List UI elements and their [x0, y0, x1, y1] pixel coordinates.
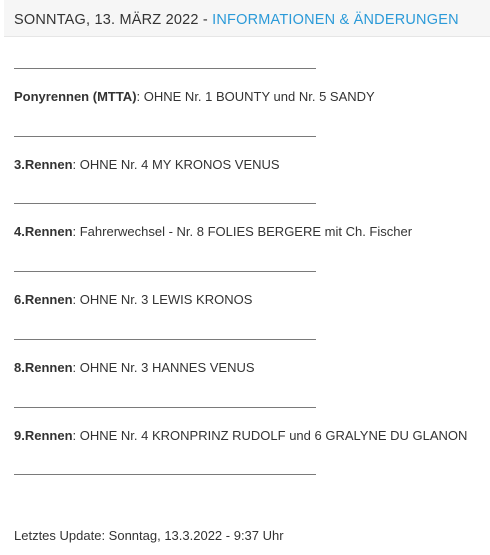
divider — [14, 339, 316, 340]
divider — [14, 271, 316, 272]
race-label: 4.Rennen — [14, 224, 73, 239]
divider — [14, 203, 316, 204]
divider — [14, 407, 316, 408]
race-change-text: : OHNE Nr. 3 HANNES VENUS — [72, 360, 255, 375]
race-label: Ponyrennen (MTTA) — [14, 89, 137, 104]
header-section-link[interactable]: INFORMATIONEN & ÄNDERUNGEN — [212, 12, 459, 28]
race-change-text: : OHNE Nr. 1 BOUNTY und Nr. 5 SANDY — [136, 89, 375, 104]
list-item — [14, 291, 252, 309]
race-change-text: : OHNE Nr. 3 LEWIS KRONOS — [72, 292, 253, 307]
divider — [14, 474, 316, 475]
divider — [14, 68, 316, 69]
header-separator: - — [198, 12, 213, 28]
race-label: 3.Rennen — [14, 157, 73, 172]
last-update-text: Letztes Update: Sonntag, 13.3.2022 - 9:37 Uhr — [14, 528, 284, 543]
list-item — [14, 359, 255, 377]
race-label: 8.Rennen — [14, 360, 73, 375]
section-header — [4, 0, 490, 37]
race-label: 9.Rennen — [14, 428, 73, 443]
header-date: SONNTAG, 13. MÄRZ 2022 — [14, 12, 199, 28]
divider — [14, 136, 316, 137]
list-item — [14, 427, 467, 445]
list-item — [14, 223, 412, 241]
race-change-text: : OHNE Nr. 4 MY KRONOS VENUS — [72, 157, 280, 172]
list-item — [14, 156, 280, 174]
race-change-text: : OHNE Nr. 4 KRONPRINZ RUDOLF und 6 GRALYNE DU GLANON — [72, 428, 468, 443]
race-label: 6.Rennen — [14, 292, 73, 307]
list-item — [14, 88, 375, 106]
race-change-text: : Fahrerwechsel - Nr. 8 FOLIES BERGERE mit Ch. Fischer — [72, 224, 413, 239]
